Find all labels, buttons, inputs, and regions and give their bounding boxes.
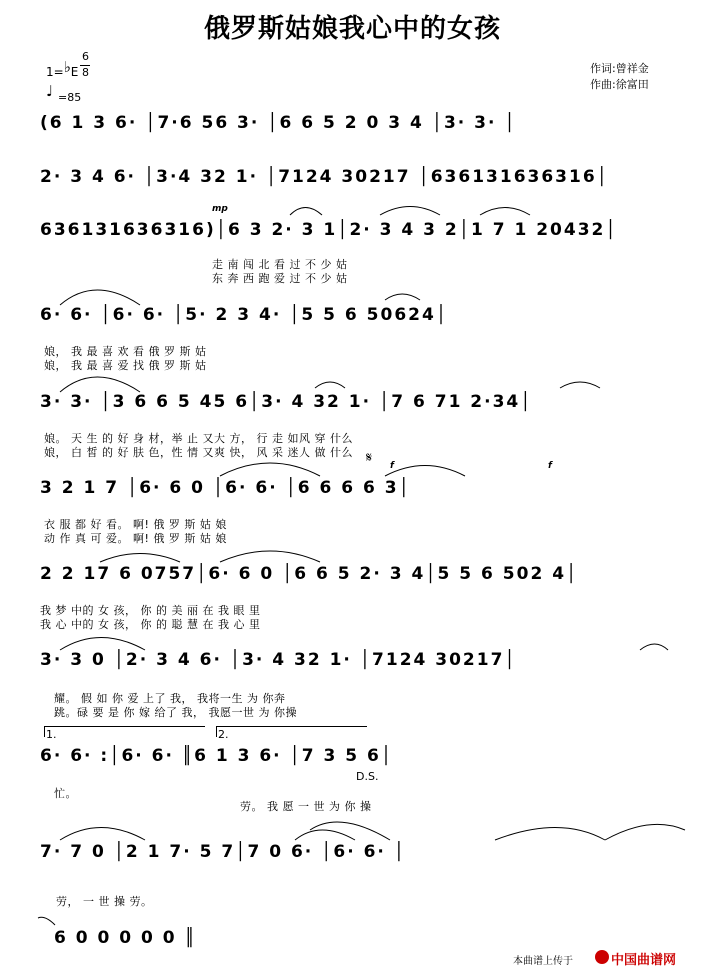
score-row-4: 6· 6· │6· 6· │5· 2 3 4· │5 5 6 50624│ [40, 305, 449, 325]
score-row-6: 3 2 1 7 │6· 6 0 │6· 6· │6 6 6 6 3│ [40, 478, 411, 498]
lyrics-row-4-verse-2: 娘， 我 最 喜 爱 找 俄 罗 斯 姑 [44, 359, 207, 372]
score-row-3: 636131636316)│6 3 2· 3 1│2· 3 4 3 2│1 7 1 20432│ [40, 220, 618, 240]
lyrics-row-3-verse-2: 东 奔 西 跑 爱 过 不 少 姑 [212, 272, 348, 285]
dynamic-mp: mp [212, 204, 228, 214]
lyrics-row-9-verse-2: 劳。 我 愿 一 世 为 你 操 [240, 800, 372, 813]
dynamic-f-2: f [548, 461, 552, 471]
footer-uploaded-text: 本曲谱上传于 [513, 956, 573, 967]
score-row-10: 7· 7 0 │2 1 7· 5 7│7 0 6· │6· 6· │ [40, 842, 407, 862]
volta-1: 1. [46, 728, 57, 741]
key-prefix: 1= [46, 65, 64, 79]
slur [560, 382, 600, 388]
volta-2: 2. [218, 728, 229, 741]
slur [220, 551, 320, 562]
score-row-8: 3· 3 0 │2· 3 4 6· │3· 4 32 1· │7124 30217│ [40, 650, 517, 670]
slur [100, 554, 180, 563]
tempo-value: =85 [58, 91, 82, 104]
slur [605, 824, 685, 840]
lyrics-row-7-verse-1: 我 梦 中的 女 孩， 你 的 美 丽 在 我 眼 里 [40, 604, 261, 617]
slur [38, 917, 55, 925]
slur [290, 208, 322, 216]
score-row-2: 2· 3 4 6· │3·4 32 1· │7124 30217 │636131636316│ [40, 167, 609, 187]
slur [60, 377, 140, 392]
score-row-7: 2 2 17 6 0757│6· 6 0 │6 6 5 2· 3 4│5 5 6 502 4│ [40, 564, 579, 584]
lyrics-row-8-verse-2: 跳。碌 要 是 你 嫁 给了 我， 我愿一世 为 你操 [54, 706, 297, 719]
site-logo-icon [595, 950, 609, 964]
slur [60, 638, 145, 651]
slur [220, 463, 320, 476]
slur [480, 208, 530, 216]
slur [640, 644, 668, 650]
lyrics-row-6-verse-2: 动 作 真 可 爱。 啊! 俄 罗 斯 姑 娘 [44, 532, 227, 545]
site-logo: 中国曲谱网 [611, 953, 677, 968]
slur [385, 466, 465, 477]
dynamic-f-1: f [390, 461, 394, 471]
lyrics-row-5-verse-1: 娘。 天 生 的 好 身 材，举 止 又大 方， 行 走 如风 穿 什么 [44, 432, 353, 445]
lyrics-row-4-verse-1: 娘， 我 最 喜 欢 看 俄 罗 斯 姑 [44, 345, 207, 358]
dal-segno: D.S. [356, 770, 379, 783]
lyrics-row-9-verse-1: 忙。 [54, 787, 77, 800]
time-signature-top: 6 [82, 50, 89, 63]
page-title: 俄罗斯姑娘我心中的女孩 [203, 14, 501, 44]
slur [495, 828, 605, 841]
lyrics-row-3-verse-1: 走 南 闯 北 看 过 不 少 姑 [212, 258, 348, 271]
slur [380, 207, 440, 216]
score-row-5: 3· 3· │3 6 6 5 45 6│3· 4 32 1· │7 6 71 2·34│ [40, 392, 533, 412]
slur [385, 294, 420, 300]
score-row-11: 6 0 0 0 0 0 ║ [54, 928, 197, 948]
lyrics-row-10: 劳， 一 世 操 劳。 [56, 895, 153, 908]
slur [60, 828, 145, 841]
flat-sign: ♭ [63, 58, 71, 76]
composer-credit: 作曲:徐富田 [590, 78, 649, 91]
tempo-note-icon: ♩ [46, 82, 54, 100]
score-row-9: 6· 6· :│6· 6· ║6 1 3 6· │7 3 5 6│ [40, 746, 394, 766]
key-note: E [70, 65, 79, 79]
lyricist-credit: 作词:曾祥金 [590, 62, 649, 75]
segno-icon: 𝄋 [366, 450, 373, 466]
lyrics-row-8-verse-1: 耀。 假 如 你 爱 上了 我， 我将一生 为 你奔 [54, 692, 286, 705]
score-row-1: (6 1 3 6· │7·6 56 3· │6 6 5 2 0 3 4 │3· 3· │ [40, 113, 517, 133]
lyrics-row-6-verse-1: 衣 服 都 好 看。 啊! 俄 罗 斯 姑 娘 [44, 518, 227, 531]
lyrics-row-7-verse-2: 我 心 中的 女 孩， 你 的 聪 慧 在 我 心 里 [40, 618, 261, 631]
slur [60, 290, 140, 305]
time-signature-bottom: 8 [82, 66, 89, 79]
lyrics-row-5-verse-2: 娘， 白 皙 的 好 肤 色，性 情 又爽 快， 风 采 迷人 做 什么 [44, 446, 353, 459]
slur [315, 382, 345, 388]
slur [295, 830, 355, 840]
